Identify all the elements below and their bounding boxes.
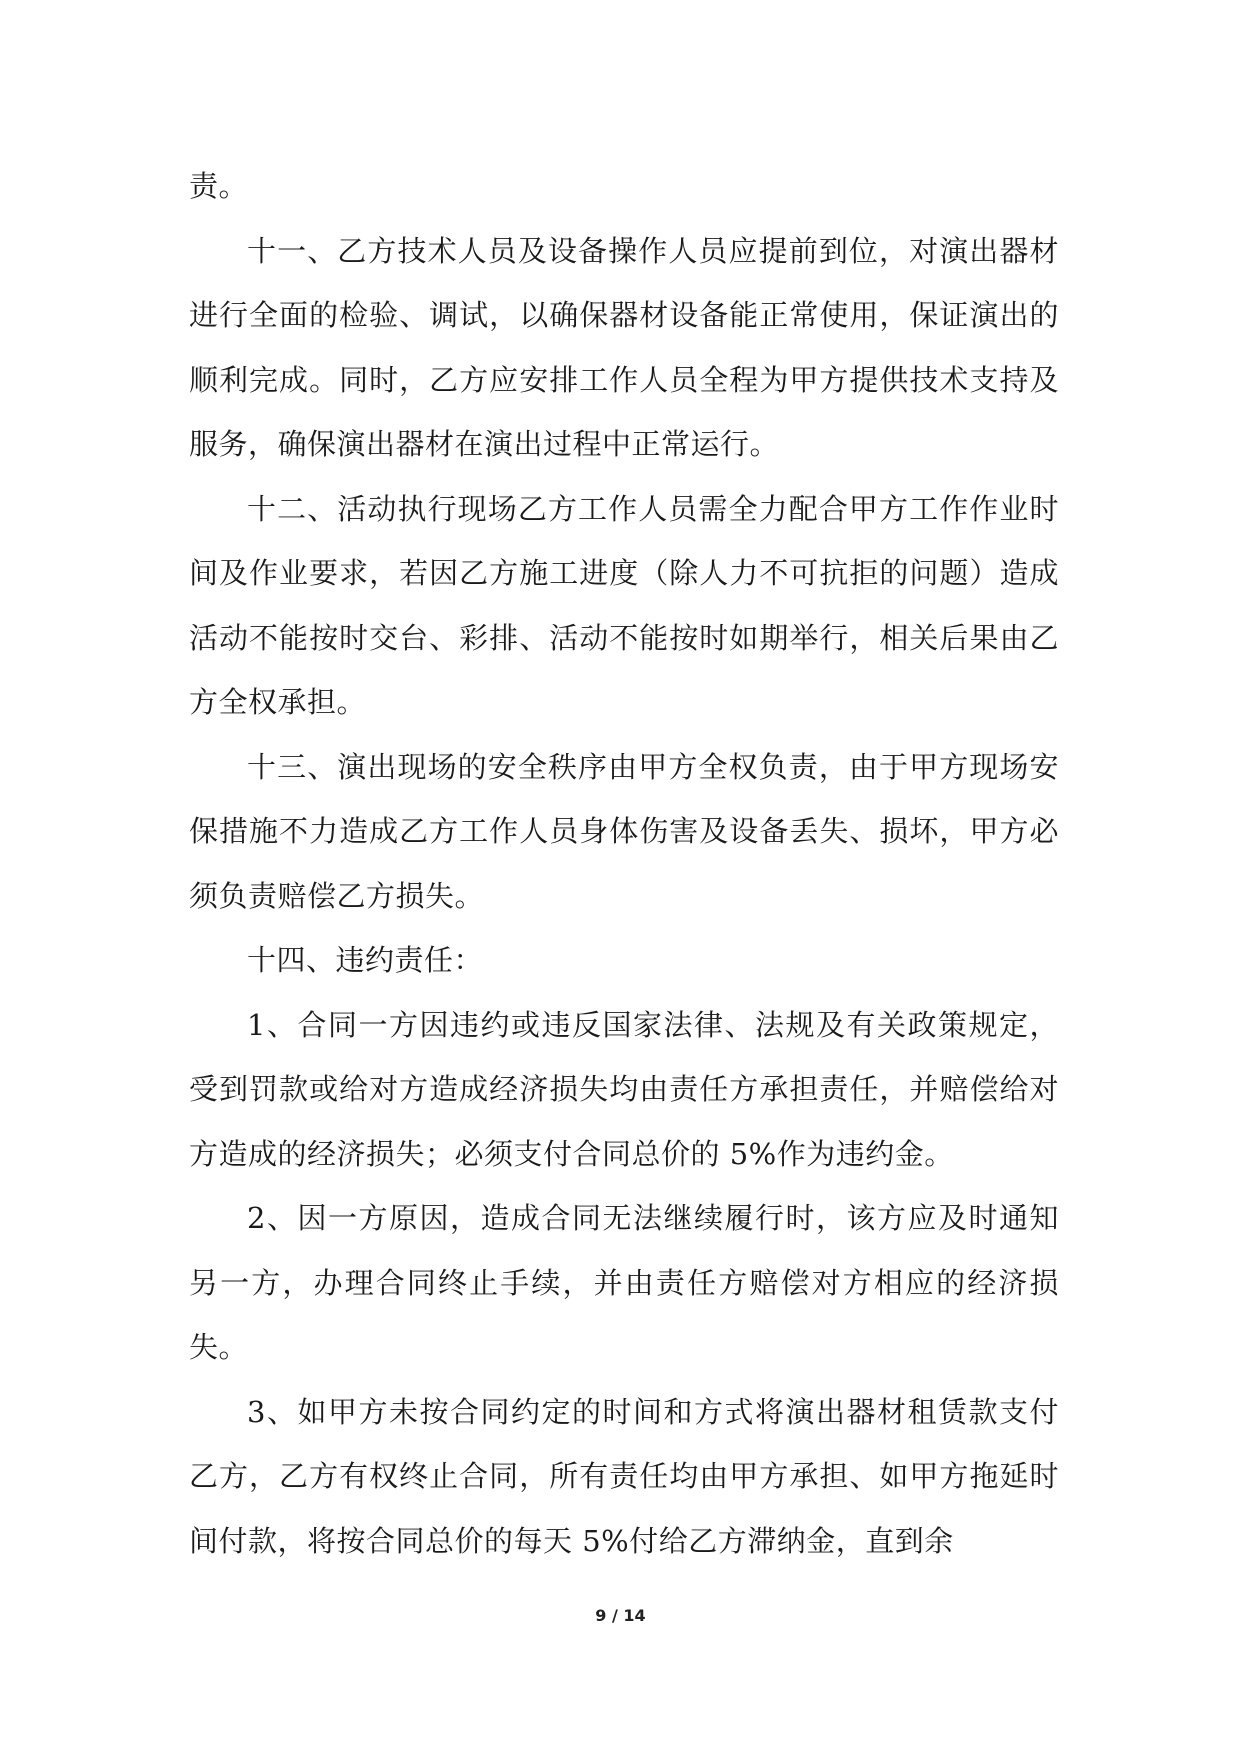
paragraph-item-2: 2、因一方原因，造成合同无法继续履行时，该方应及时通知另一方，办理合同终止手续，并由责任方赔偿对方相应的经济损失。 <box>189 1201 1059 1364</box>
paragraph-clause-13: 十三、演出现场的安全秩序由甲方全权负责，由于甲方现场安保措施不力造成乙方工作人员身体伤害及设备丢失、损坏，甲方必须负责赔偿乙方损失。 <box>189 749 1059 913</box>
paragraph-continuation: 责。 <box>189 169 249 203</box>
paragraph-clause-11: 十一、乙方技术人员及设备操作人员应提前到位，对演出器材进行全面的检验、调试，以确保器材设备能正常使用，保证演出的顺利完成。同时，乙方应安排工作人员全程为甲方提供技术支持及服务，确保演出器材在演出过程中正常运行。 <box>189 233 1059 461</box>
paragraph-clause-14-heading: 十四、违约责任： <box>247 943 484 977</box>
paragraph-item-1: 1、合同一方因违约或违反国家法律、法规及有关政策规定，受到罚款或给对方造成经济损失均由责任方承担责任，并赔偿给对方造成的经济损失；必须支付合同总价的 5%作为违约金。 <box>189 1007 1059 1171</box>
paragraph-item-3: 3、如甲方未按合同约定的时间和方式将演出器材租赁款支付乙方，乙方有权终止合同，所有责任均由甲方承担、如甲方拖延时间付款，将按合同总价的每天 5%付给乙方滞纳金，直到余 <box>189 1394 1059 1558</box>
document-body <box>189 154 1059 1573</box>
paragraph-clause-12: 十二、活动执行现场乙方工作人员需全力配合甲方工作作业时间及作业要求，若因乙方施工进度（除人力不可抗拒的问题）造成活动不能按时交台、彩排、活动不能按时如期举行，相关后果由乙方全权承担。 <box>189 491 1059 719</box>
page-number: 9 / 14 <box>595 1606 646 1625</box>
